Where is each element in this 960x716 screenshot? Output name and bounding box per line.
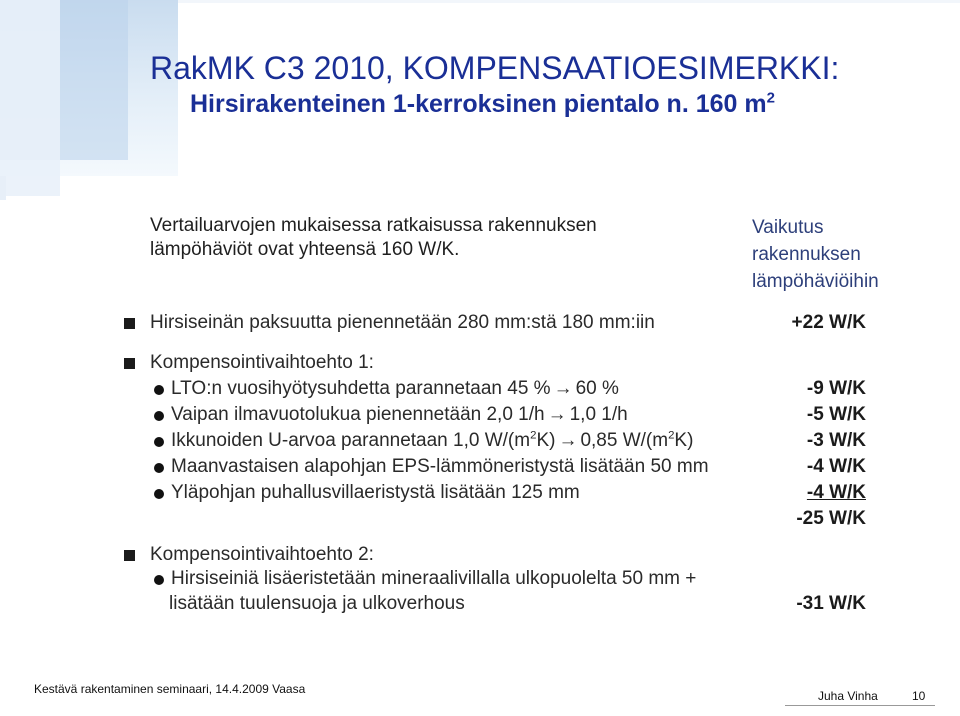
impact-value: -5 W/K <box>806 404 866 425</box>
decorative-panel <box>0 176 6 200</box>
dot-bullet-icon <box>154 489 164 499</box>
footer-author: Juha Vinha <box>818 689 878 703</box>
decorative-panel <box>0 0 60 196</box>
dot-bullet-icon <box>154 411 164 421</box>
arrow-right-icon: → <box>553 378 573 399</box>
impact-value: -31 W/K <box>796 593 866 614</box>
list-item: LTO:n vuosihyötysuhdetta parannetaan 45 % → 60 % -9 W/K <box>0 378 960 405</box>
list-item: Yläpohjan puhallusvillaeristystä lisätään 125 mm -4 W/K <box>0 482 960 509</box>
sum-row <box>0 508 960 535</box>
impact-value: -4 W/K <box>806 456 866 477</box>
slide-subtitle: Hirsirakenteinen 1-kerroksinen pientalo n. 160 $m^2$ <box>190 89 775 118</box>
list-item: Maanvastaisen alapohjan EPS-lämmöneristystä lisätään 50 mm -4 W/K <box>0 456 960 483</box>
list-item: Hirsiseiniä lisäeristetään mineraalivillalla ulkopuolelta 50 mm + <box>0 568 960 595</box>
impact-value: -9 W/K <box>806 378 866 399</box>
intro-text: Vertailuarvojen mukaisessa ratkaisussa rakennuksen lämpöhäviöt ovat yhteensä 160 W/K. <box>150 215 597 260</box>
dot-bullet-icon <box>154 437 164 447</box>
impact-value: +22 W/K <box>791 312 866 333</box>
list-item: Kompensointivaihtoehto 1: <box>0 352 960 379</box>
dot-bullet-icon <box>154 575 164 585</box>
list-item: Vaipan ilmavuotolukua pienennetään 2,0 1/h → 1,0 1/h -5 W/K <box>0 404 960 431</box>
square-bullet-icon <box>124 358 135 369</box>
impact-sum: -25 W/K <box>796 508 866 529</box>
square-bullet-icon <box>124 550 135 561</box>
square-bullet-icon <box>124 318 135 329</box>
arrow-right-icon: → <box>558 430 578 451</box>
footer-event: Kestävä rakentaminen seminaari, 14.4.2009 Vaasa <box>34 682 306 696</box>
page-number: 10 <box>912 689 926 703</box>
list-item: Kompensointivaihtoehto 2: <box>0 544 960 571</box>
arrow-right-icon: → <box>547 404 567 425</box>
impact-column-header: Vaikutus rakennuksen lämpöhäviöihin <box>752 217 879 292</box>
dot-bullet-icon <box>154 463 164 473</box>
slide-title: RakMK C3 2010, KOMPENSAATIOESIMERKKI: <box>150 50 840 86</box>
list-item: Ikkunoiden U-arvoa parannetaan 1,0 $W/(m^2K) \to 0,85$ $W/(m^2K)$ -3 W/K <box>0 430 960 457</box>
impact-value: -3 W/K <box>806 430 866 451</box>
footer-divider <box>785 705 935 706</box>
list-item-continuation: lisätään tuulensuoja ja ulkoverhous -31 W/K <box>169 593 866 614</box>
list-item: Hirsiseinän paksuutta pienennetään 280 mm:stä 180 mm:iin +22 W/K <box>0 312 960 339</box>
impact-value: -4 W/K <box>806 482 866 503</box>
dot-bullet-icon <box>154 385 164 395</box>
